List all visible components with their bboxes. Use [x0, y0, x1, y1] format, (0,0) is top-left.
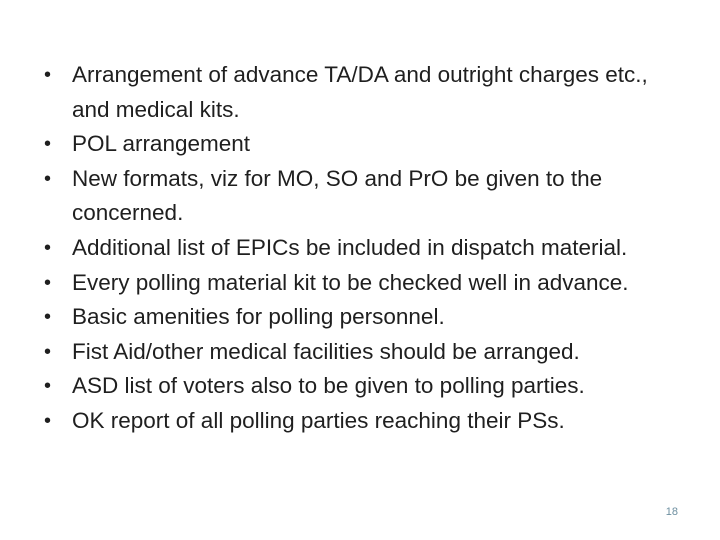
- list-item: [44, 266, 674, 301]
- bullet-dot-icon: •: [44, 64, 52, 86]
- bullet-dot-icon: •: [44, 340, 52, 363]
- bullet-dot-icon: •: [44, 409, 52, 432]
- bullet-dot-icon: •: [44, 167, 52, 190]
- bullet-list: [44, 58, 674, 439]
- list-item: [44, 162, 674, 231]
- list-item-text: POL arrangement: [72, 131, 251, 157]
- list-item-text: Arrangement of advance TA/DA and outright charges etc., and medical kits.: [72, 62, 648, 122]
- bullet-dot-icon: •: [44, 133, 52, 156]
- bullet-dot-icon: •: [44, 271, 52, 294]
- bullet-dot-icon: •: [44, 375, 52, 398]
- list-item-text: Additional list of EPICs be included in dispatch material.: [72, 234, 628, 260]
- list-item-text: OK report of all polling parties reaching their PSs.: [72, 407, 565, 433]
- list-item: [44, 404, 674, 439]
- list-item-text: Every polling material kit to be checked well in advance.: [72, 269, 629, 295]
- list-item-text: Fist Aid/other medical facilities should be arranged.: [72, 338, 580, 364]
- page-number: 18: [665, 506, 678, 518]
- list-item: [44, 231, 674, 266]
- list-item: [44, 127, 674, 162]
- list-item-text: ASD list of voters also to be given to polling parties.: [72, 373, 585, 399]
- bullet-dot-icon: •: [44, 306, 52, 329]
- list-item-text: New formats, viz for MO, SO and PrO be given to the concerned.: [72, 165, 603, 226]
- list-item: [44, 58, 674, 127]
- bullet-dot-icon: •: [44, 236, 52, 259]
- list-item-text: Basic amenities for polling personnel.: [72, 304, 445, 330]
- list-item: [44, 369, 674, 404]
- list-item: [44, 335, 674, 370]
- list-item: [44, 300, 674, 335]
